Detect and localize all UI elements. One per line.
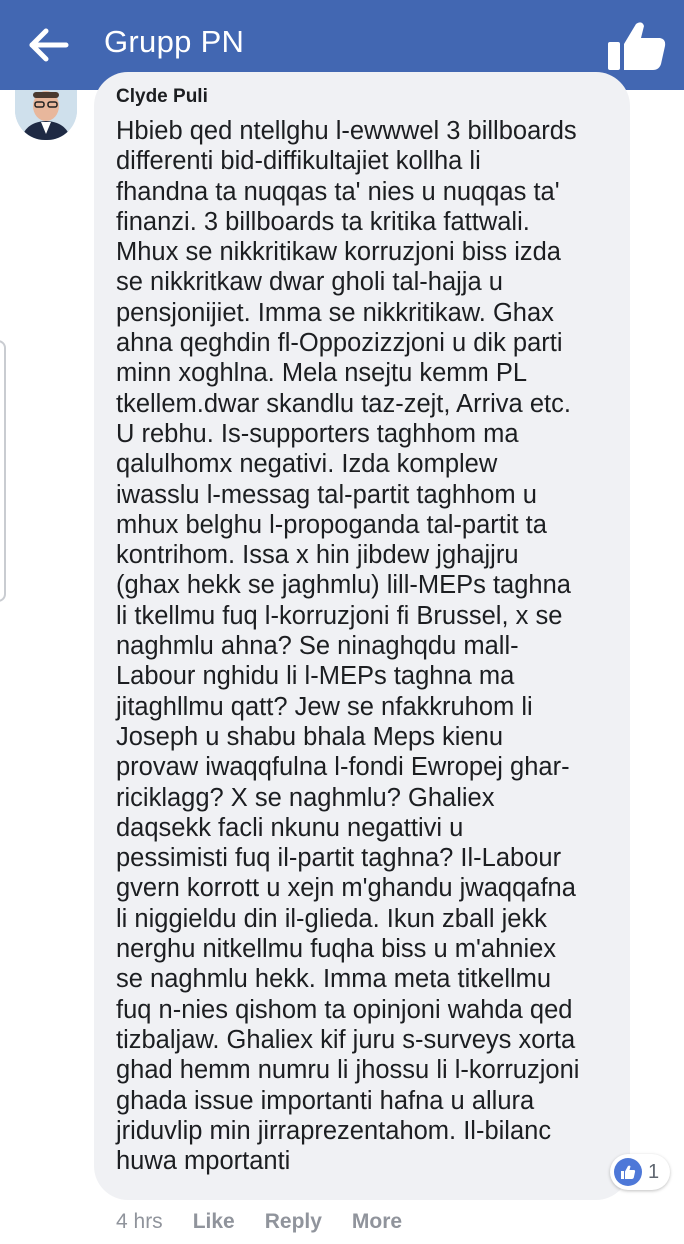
side-drawer-handle[interactable] bbox=[0, 340, 6, 602]
group-title: Grupp PN bbox=[104, 24, 245, 59]
more-button[interactable]: More bbox=[351, 1210, 403, 1233]
comment-timestamp: 4 hrs bbox=[116, 1210, 163, 1233]
reaction-count: 1 bbox=[648, 1160, 660, 1183]
comment-text: Hbieb qed ntellghu l-ewwwel 3 billboards differenti bid-diffikultajiet kollha li fhandna ta nuqqas ta' nies u nuqqas ta' finanzi. 3 billboards ta kritika fattwali. Mhux se nikkritikaw korruzjoni biss izda se nikkritkaw dwar gholi tal-hajja u pensjonijiet. Imma se nikkritikaw. Ghax ahna qeghdin fl-Oppozizzjoni u dik parti minn xoghlna. Mela nsejtu kemm PL tkellem.dwar skandlu taz-zejt, Arriva etc. U rebhu. Is-supporters taghhom ma qalulhomx negativi. Izda komplew iwasslu l-messag tal-partit taghhom u mhux belghu l-propoganda tal-partit ta kontrihom. Issa x hin jibdew jghajjru (ghax hekk se jaghmlu) lill-MEPs taghna li tkellmu fuq l-korruzjoni fi Brussel, x se naghmlu ahna? Se ninaghqdu mall- Labour nghidu li l-MEPs taghna ma jitaghllmu qatt? Jew se nfakkruhom li Joseph u shabu bhala Meps kienu provaw iwaqqfulna l-fondi Ewropej ghar- riciklagg? X se naghmlu? Ghaliex daqsekk facli nkunu negattivi u pessimisti fuq il-partit taghna? Il-Labour gvern korrott u xejn m'ghandu jwaqqafna li niggieldu din il-glieda. Ikun zball jekk nerghu nitkellmu fuqha biss u m'ahniex se naghmlu hekk. Imma meta titkellmu fuq n-nies qishom ta opinjoni wahda qed tizbaljaw. Ghaliex kif juru s-surveys xorta ghad hemm numru li jhossu li l-korruzjoni ghada issue importanti hafna u allura jriduvlip min jirraprezentahom. Il-bilanc huwa mportanti bbox=[116, 117, 580, 1176]
reply-button[interactable]: Reply bbox=[264, 1210, 322, 1233]
like-reaction-icon bbox=[614, 1158, 642, 1186]
comment-meta-row bbox=[116, 1210, 432, 1234]
thumbs-up-icon[interactable] bbox=[604, 18, 668, 72]
avatar[interactable] bbox=[15, 90, 77, 140]
reaction-summary[interactable] bbox=[610, 1154, 670, 1190]
comment-author[interactable]: Clyde Puli bbox=[116, 86, 208, 107]
like-button[interactable]: Like bbox=[192, 1210, 235, 1233]
back-arrow-icon[interactable] bbox=[26, 25, 70, 65]
